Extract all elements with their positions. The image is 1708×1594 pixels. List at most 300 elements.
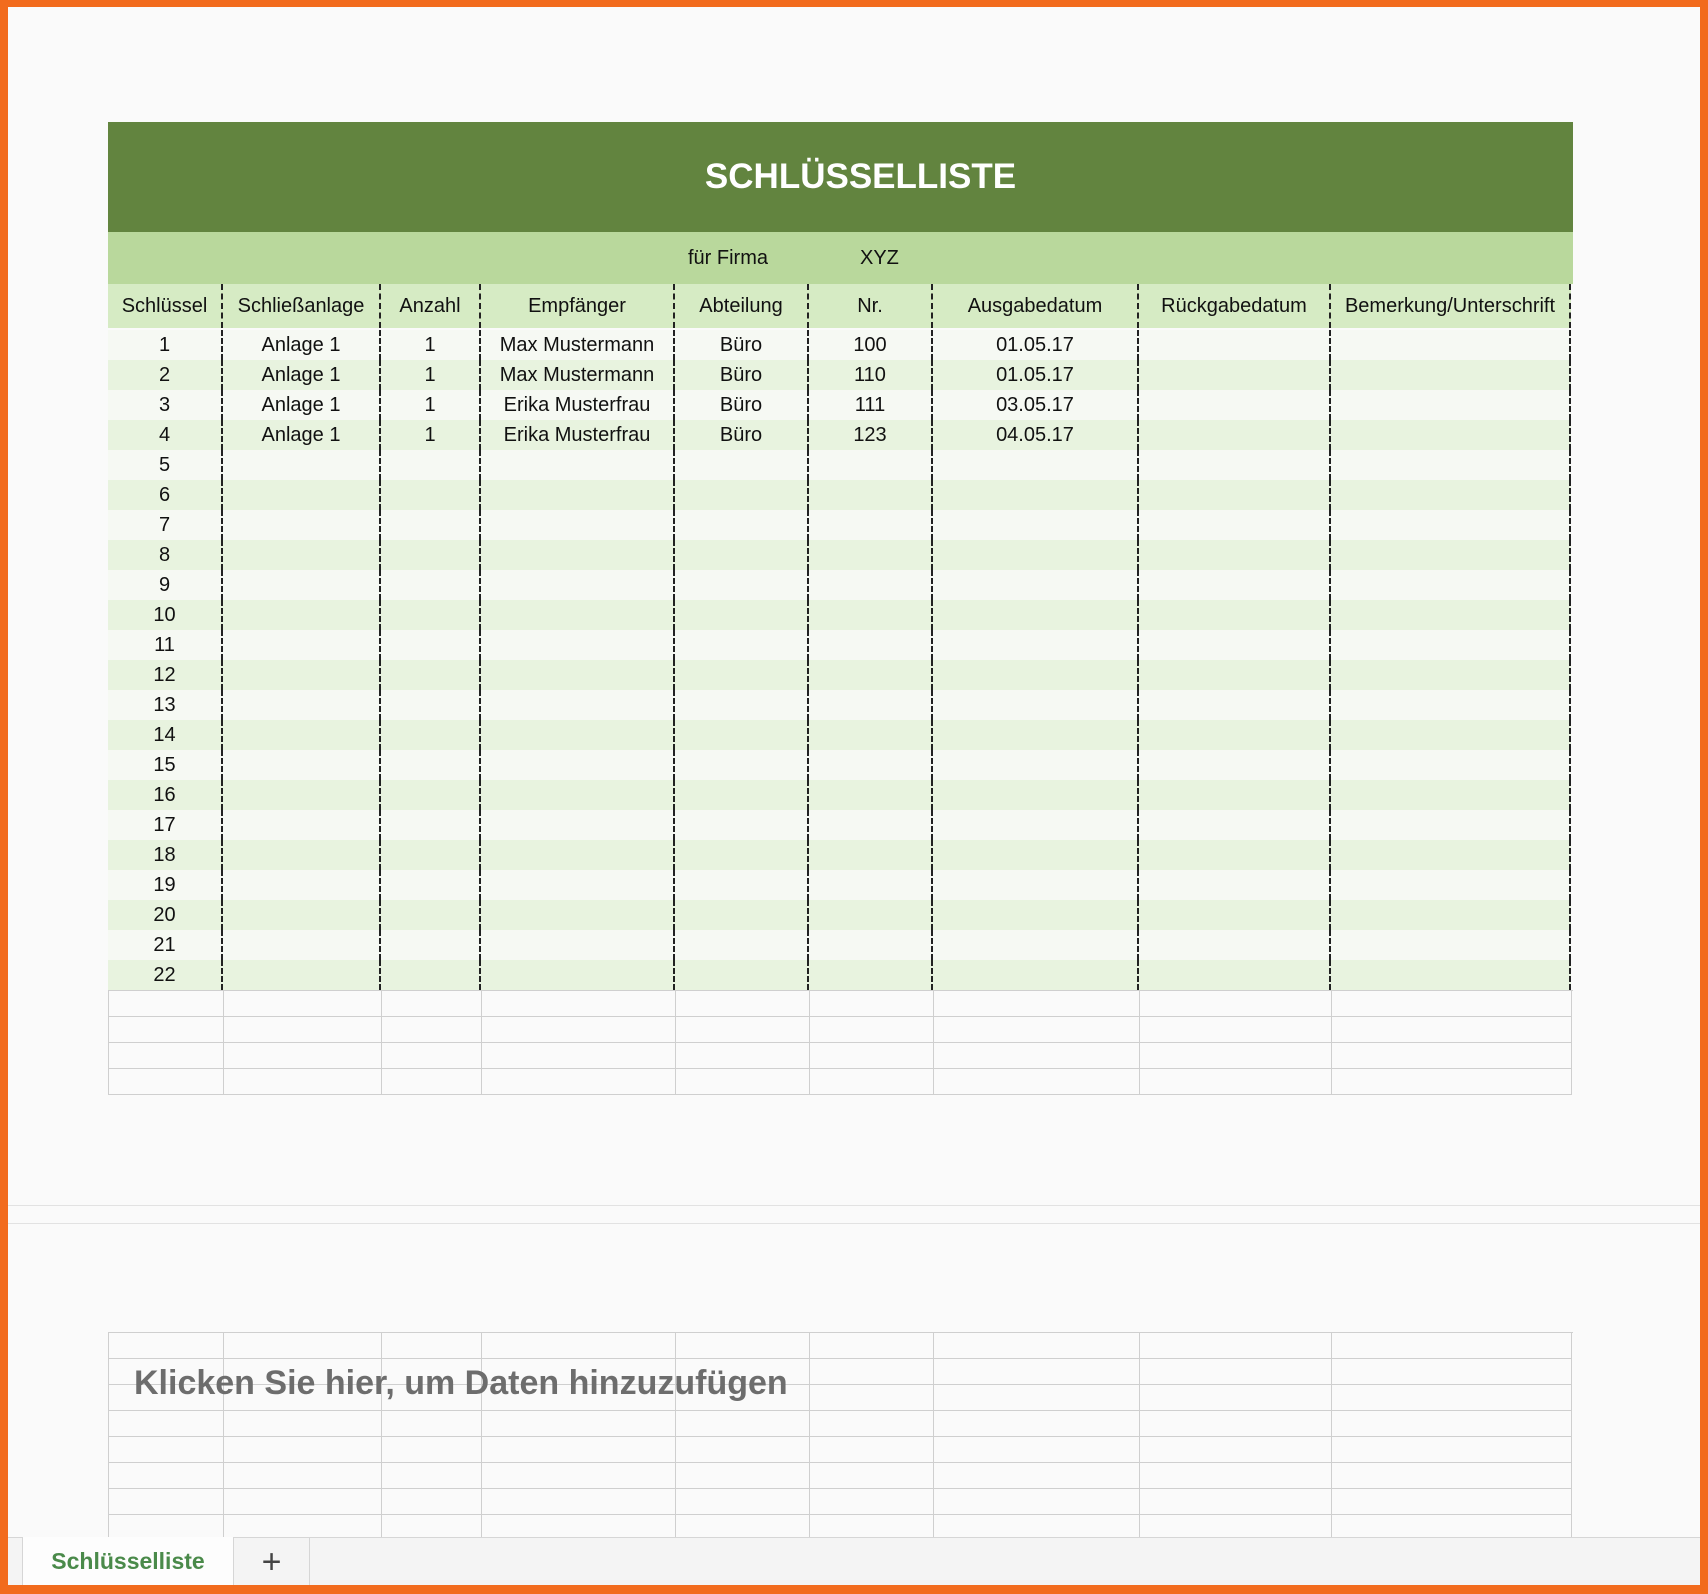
table-cell[interactable]: [481, 630, 675, 660]
table-cell[interactable]: [1331, 900, 1571, 930]
table-cell[interactable]: [1331, 600, 1571, 630]
table-cell[interactable]: [809, 600, 933, 630]
table-cell[interactable]: [675, 930, 809, 960]
table-cell[interactable]: [809, 630, 933, 660]
placeholder-cell[interactable]: [224, 1489, 382, 1515]
table-cell[interactable]: [1139, 630, 1331, 660]
empty-cell[interactable]: [482, 991, 676, 1017]
table-cell[interactable]: [481, 810, 675, 840]
table-title[interactable]: SCHLÜSSELLISTE: [108, 122, 1573, 232]
table-cell[interactable]: [1139, 930, 1331, 960]
table-cell[interactable]: 123: [809, 420, 933, 450]
table-cell[interactable]: [223, 480, 381, 510]
placeholder-cell[interactable]: [676, 1463, 810, 1489]
empty-cell[interactable]: [1140, 1043, 1332, 1069]
table-cell[interactable]: [481, 780, 675, 810]
column-header[interactable]: Nr.: [809, 284, 933, 328]
table-cell[interactable]: 1: [381, 390, 481, 420]
table-cell[interactable]: [933, 960, 1139, 990]
table-cell[interactable]: [933, 900, 1139, 930]
empty-cell[interactable]: [224, 1017, 382, 1043]
table-cell[interactable]: [675, 450, 809, 480]
table-cell[interactable]: [1139, 750, 1331, 780]
table-cell[interactable]: [675, 720, 809, 750]
table-cell[interactable]: Max Mustermann: [481, 360, 675, 390]
table-cell[interactable]: [1139, 900, 1331, 930]
empty-cell[interactable]: [934, 1043, 1140, 1069]
placeholder-cell[interactable]: [1332, 1385, 1572, 1411]
placeholder-cell[interactable]: [224, 1333, 382, 1359]
table-cell[interactable]: [809, 810, 933, 840]
empty-cell[interactable]: [109, 1017, 224, 1043]
table-cell[interactable]: [481, 600, 675, 630]
table-cell[interactable]: [675, 840, 809, 870]
placeholder-cell[interactable]: [382, 1489, 482, 1515]
table-cell[interactable]: [1139, 360, 1331, 390]
table-cell[interactable]: [675, 570, 809, 600]
empty-cell[interactable]: [382, 1017, 482, 1043]
placeholder-cell[interactable]: [934, 1463, 1140, 1489]
table-cell[interactable]: [1331, 720, 1571, 750]
table-cell[interactable]: [675, 900, 809, 930]
table-cell[interactable]: [1331, 330, 1571, 360]
table-cell[interactable]: [381, 660, 481, 690]
table-cell[interactable]: [481, 840, 675, 870]
table-cell[interactable]: Büro: [675, 390, 809, 420]
table-cell[interactable]: 6: [108, 480, 223, 510]
table-cell[interactable]: [223, 690, 381, 720]
placeholder-cell[interactable]: [482, 1489, 676, 1515]
placeholder-cell[interactable]: [934, 1333, 1140, 1359]
table-cell[interactable]: 04.05.17: [933, 420, 1139, 450]
table-cell[interactable]: [1331, 870, 1571, 900]
empty-cell[interactable]: [382, 1069, 482, 1095]
table-cell[interactable]: [1139, 450, 1331, 480]
placeholder-cell[interactable]: [109, 1411, 224, 1437]
table-cell[interactable]: [675, 600, 809, 630]
table-cell[interactable]: [481, 540, 675, 570]
table-cell[interactable]: [1139, 510, 1331, 540]
table-cell[interactable]: [223, 900, 381, 930]
placeholder-cell[interactable]: [1140, 1333, 1332, 1359]
table-cell[interactable]: [481, 480, 675, 510]
table-cell[interactable]: [809, 780, 933, 810]
table-cell[interactable]: [481, 450, 675, 480]
placeholder-cell[interactable]: [810, 1385, 934, 1411]
table-cell[interactable]: [675, 630, 809, 660]
table-cell[interactable]: [1331, 690, 1571, 720]
table-cell[interactable]: 1: [381, 420, 481, 450]
table-cell[interactable]: [675, 750, 809, 780]
table-cell[interactable]: [223, 660, 381, 690]
table-cell[interactable]: [381, 750, 481, 780]
empty-cell[interactable]: [1332, 1017, 1572, 1043]
empty-cell[interactable]: [934, 1069, 1140, 1095]
placeholder-cell[interactable]: [676, 1333, 810, 1359]
column-header[interactable]: Bemerkung/Unterschrift: [1331, 284, 1571, 328]
empty-cell[interactable]: [810, 1069, 934, 1095]
table-cell[interactable]: [381, 900, 481, 930]
table-cell[interactable]: [933, 690, 1139, 720]
table-cell[interactable]: [1331, 750, 1571, 780]
table-cell[interactable]: [933, 870, 1139, 900]
table-cell[interactable]: [381, 810, 481, 840]
placeholder-cell[interactable]: [676, 1489, 810, 1515]
placeholder-cell[interactable]: [482, 1463, 676, 1489]
table-cell[interactable]: [381, 870, 481, 900]
table-cell[interactable]: [381, 840, 481, 870]
table-cell[interactable]: [1331, 390, 1571, 420]
empty-cell[interactable]: [934, 1017, 1140, 1043]
table-cell[interactable]: [223, 600, 381, 630]
placeholder-cell[interactable]: [382, 1411, 482, 1437]
table-cell[interactable]: 1: [108, 330, 223, 360]
placeholder-cell[interactable]: [1332, 1333, 1572, 1359]
table-cell[interactable]: [809, 480, 933, 510]
table-cell[interactable]: [933, 540, 1139, 570]
empty-cell[interactable]: [382, 1043, 482, 1069]
placeholder-cell[interactable]: [1332, 1437, 1572, 1463]
placeholder-cell[interactable]: [1332, 1411, 1572, 1437]
empty-cell[interactable]: [224, 1069, 382, 1095]
empty-cell[interactable]: [1140, 1017, 1332, 1043]
table-cell[interactable]: [809, 930, 933, 960]
table-cell[interactable]: [1139, 810, 1331, 840]
table-cell[interactable]: [1139, 840, 1331, 870]
table-cell[interactable]: [933, 720, 1139, 750]
table-cell[interactable]: Anlage 1: [223, 420, 381, 450]
table-cell[interactable]: [381, 540, 481, 570]
table-cell[interactable]: [809, 840, 933, 870]
table-cell[interactable]: [1139, 780, 1331, 810]
table-cell[interactable]: 5: [108, 450, 223, 480]
table-cell[interactable]: 7: [108, 510, 223, 540]
table-cell[interactable]: [481, 750, 675, 780]
table-cell[interactable]: [223, 630, 381, 660]
table-cell[interactable]: Anlage 1: [223, 330, 381, 360]
table-cell[interactable]: [809, 750, 933, 780]
table-cell[interactable]: [223, 840, 381, 870]
table-cell[interactable]: [933, 750, 1139, 780]
column-header[interactable]: Empfänger: [481, 284, 675, 328]
table-cell[interactable]: [1331, 540, 1571, 570]
table-cell[interactable]: [1331, 510, 1571, 540]
placeholder-cell[interactable]: [810, 1437, 934, 1463]
placeholder-cell[interactable]: [482, 1333, 676, 1359]
column-header[interactable]: Abteilung: [675, 284, 809, 328]
column-header[interactable]: Rückgabedatum: [1139, 284, 1331, 328]
table-cell[interactable]: [1331, 780, 1571, 810]
table-cell[interactable]: [223, 540, 381, 570]
table-cell[interactable]: [1139, 660, 1331, 690]
table-cell[interactable]: [381, 450, 481, 480]
empty-cell[interactable]: [482, 1069, 676, 1095]
table-cell[interactable]: [223, 750, 381, 780]
empty-cell[interactable]: [810, 991, 934, 1017]
empty-cell[interactable]: [382, 991, 482, 1017]
placeholder-cell[interactable]: [224, 1463, 382, 1489]
empty-cell[interactable]: [1332, 1069, 1572, 1095]
table-cell[interactable]: [481, 930, 675, 960]
table-cell[interactable]: [933, 630, 1139, 660]
placeholder-cell[interactable]: [109, 1333, 224, 1359]
table-cell[interactable]: 11: [108, 630, 223, 660]
placeholder-cell[interactable]: [1140, 1359, 1332, 1385]
placeholder-cell[interactable]: [1332, 1463, 1572, 1489]
table-cell[interactable]: 22: [108, 960, 223, 990]
table-cell[interactable]: Max Mustermann: [481, 330, 675, 360]
table-cell[interactable]: [675, 810, 809, 840]
table-cell[interactable]: [1139, 870, 1331, 900]
empty-cell[interactable]: [109, 991, 224, 1017]
table-cell[interactable]: [675, 780, 809, 810]
table-cell[interactable]: 10: [108, 600, 223, 630]
table-cell[interactable]: [381, 720, 481, 750]
table-cell[interactable]: 100: [809, 330, 933, 360]
table-cell[interactable]: Erika Musterfrau: [481, 390, 675, 420]
placeholder-cell[interactable]: [934, 1385, 1140, 1411]
table-cell[interactable]: [223, 810, 381, 840]
table-cell[interactable]: [675, 510, 809, 540]
empty-cell[interactable]: [810, 1043, 934, 1069]
table-cell[interactable]: [933, 480, 1139, 510]
table-cell[interactable]: [481, 570, 675, 600]
placeholder-cell[interactable]: [482, 1437, 676, 1463]
table-cell[interactable]: [675, 960, 809, 990]
empty-cell[interactable]: [934, 991, 1140, 1017]
table-cell[interactable]: Erika Musterfrau: [481, 420, 675, 450]
table-cell[interactable]: [809, 960, 933, 990]
table-cell[interactable]: [381, 570, 481, 600]
table-cell[interactable]: [223, 450, 381, 480]
placeholder-cell[interactable]: [934, 1437, 1140, 1463]
table-cell[interactable]: 16: [108, 780, 223, 810]
placeholder-cell[interactable]: [934, 1359, 1140, 1385]
table-cell[interactable]: [481, 960, 675, 990]
table-cell[interactable]: [809, 660, 933, 690]
table-cell[interactable]: [223, 570, 381, 600]
table-cell[interactable]: [481, 660, 675, 690]
table-cell[interactable]: 14: [108, 720, 223, 750]
company-value[interactable]: XYZ: [860, 247, 899, 269]
placeholder-cell[interactable]: [1140, 1437, 1332, 1463]
table-cell[interactable]: [933, 660, 1139, 690]
sheet-tab-schluesselliste[interactable]: Schlüsselliste: [22, 1537, 234, 1585]
table-cell[interactable]: [933, 570, 1139, 600]
placeholder-cell[interactable]: [810, 1463, 934, 1489]
placeholder-cell[interactable]: [1332, 1489, 1572, 1515]
table-cell[interactable]: [1139, 420, 1331, 450]
table-cell[interactable]: [481, 900, 675, 930]
table-cell[interactable]: [1139, 330, 1331, 360]
placeholder-cell[interactable]: [1140, 1489, 1332, 1515]
table-cell[interactable]: 03.05.17: [933, 390, 1139, 420]
table-cell[interactable]: 13: [108, 690, 223, 720]
placeholder-cell[interactable]: [382, 1463, 482, 1489]
table-cell[interactable]: 8: [108, 540, 223, 570]
table-cell[interactable]: 111: [809, 390, 933, 420]
table-cell[interactable]: 12: [108, 660, 223, 690]
table-cell[interactable]: [809, 870, 933, 900]
table-cell[interactable]: [1331, 930, 1571, 960]
table-cell[interactable]: Büro: [675, 360, 809, 390]
table-cell[interactable]: [381, 960, 481, 990]
empty-cell[interactable]: [224, 991, 382, 1017]
table-cell[interactable]: [809, 690, 933, 720]
placeholder-cell[interactable]: [109, 1463, 224, 1489]
table-cell[interactable]: [933, 930, 1139, 960]
table-cell[interactable]: Anlage 1: [223, 390, 381, 420]
empty-cell[interactable]: [482, 1017, 676, 1043]
table-cell[interactable]: [933, 510, 1139, 540]
table-cell[interactable]: [1331, 810, 1571, 840]
placeholder-cell[interactable]: [382, 1437, 482, 1463]
placeholder-cell[interactable]: [934, 1489, 1140, 1515]
table-cell[interactable]: 20: [108, 900, 223, 930]
table-cell[interactable]: 19: [108, 870, 223, 900]
table-cell[interactable]: Büro: [675, 330, 809, 360]
table-cell[interactable]: [481, 720, 675, 750]
table-cell[interactable]: 110: [809, 360, 933, 390]
table-cell[interactable]: 2: [108, 360, 223, 390]
table-cell[interactable]: [809, 510, 933, 540]
table-cell[interactable]: [1139, 720, 1331, 750]
placeholder-cell[interactable]: [1140, 1385, 1332, 1411]
table-cell[interactable]: [1139, 480, 1331, 510]
table-cell[interactable]: 3: [108, 390, 223, 420]
table-cell[interactable]: 1: [381, 330, 481, 360]
table-cell[interactable]: [1331, 840, 1571, 870]
table-cell[interactable]: [1331, 480, 1571, 510]
table-cell[interactable]: 4: [108, 420, 223, 450]
table-cell[interactable]: 9: [108, 570, 223, 600]
table-cell[interactable]: [809, 570, 933, 600]
table-cell[interactable]: [381, 600, 481, 630]
table-cell[interactable]: [223, 720, 381, 750]
table-cell[interactable]: [481, 690, 675, 720]
table-cell[interactable]: [933, 450, 1139, 480]
placeholder-cell[interactable]: [676, 1437, 810, 1463]
table-cell[interactable]: [809, 540, 933, 570]
empty-cell[interactable]: [1140, 991, 1332, 1017]
empty-cell[interactable]: [1140, 1069, 1332, 1095]
company-label[interactable]: für Firma: [688, 247, 768, 269]
placeholder-cell[interactable]: [1140, 1463, 1332, 1489]
table-cell[interactable]: [1139, 570, 1331, 600]
table-cell[interactable]: [481, 870, 675, 900]
placeholder-cell[interactable]: [1140, 1411, 1332, 1437]
empty-cell[interactable]: [482, 1043, 676, 1069]
column-header[interactable]: Ausgabedatum: [933, 284, 1139, 328]
placeholder-cell[interactable]: [1332, 1359, 1572, 1385]
table-cell[interactable]: 21: [108, 930, 223, 960]
table-cell[interactable]: [1331, 420, 1571, 450]
table-cell[interactable]: [1139, 960, 1331, 990]
table-cell[interactable]: [381, 780, 481, 810]
table-cell[interactable]: [675, 870, 809, 900]
empty-cell[interactable]: [1332, 1043, 1572, 1069]
table-cell[interactable]: [1331, 630, 1571, 660]
table-cell[interactable]: [933, 780, 1139, 810]
empty-cell[interactable]: [676, 991, 810, 1017]
table-cell[interactable]: [481, 510, 675, 540]
table-cell[interactable]: [223, 960, 381, 990]
table-cell[interactable]: [933, 600, 1139, 630]
table-cell[interactable]: [381, 630, 481, 660]
empty-cell[interactable]: [109, 1069, 224, 1095]
placeholder-cell[interactable]: [224, 1411, 382, 1437]
placeholder-cell[interactable]: [109, 1489, 224, 1515]
table-cell[interactable]: [1331, 570, 1571, 600]
table-cell[interactable]: Anlage 1: [223, 360, 381, 390]
table-cell[interactable]: [381, 930, 481, 960]
placeholder-cell[interactable]: [109, 1437, 224, 1463]
table-cell[interactable]: [381, 690, 481, 720]
table-cell[interactable]: [809, 720, 933, 750]
placeholder-cell[interactable]: [676, 1411, 810, 1437]
table-cell[interactable]: [381, 480, 481, 510]
table-cell[interactable]: [223, 510, 381, 540]
placeholder-cell[interactable]: [934, 1411, 1140, 1437]
empty-cell[interactable]: [1332, 991, 1572, 1017]
table-cell[interactable]: [933, 810, 1139, 840]
table-cell[interactable]: [675, 660, 809, 690]
table-cell[interactable]: [1331, 960, 1571, 990]
add-sheet-icon[interactable]: +: [234, 1538, 310, 1585]
empty-cell[interactable]: [224, 1043, 382, 1069]
table-cell[interactable]: [1331, 450, 1571, 480]
column-header[interactable]: Schlüssel: [108, 284, 223, 328]
table-cell[interactable]: [675, 480, 809, 510]
table-cell[interactable]: 01.05.17: [933, 360, 1139, 390]
empty-cell[interactable]: [810, 1017, 934, 1043]
table-cell[interactable]: [809, 450, 933, 480]
column-header[interactable]: Anzahl: [381, 284, 481, 328]
placeholder-cell[interactable]: [810, 1359, 934, 1385]
table-cell[interactable]: 17: [108, 810, 223, 840]
table-cell[interactable]: [675, 690, 809, 720]
table-cell[interactable]: 18: [108, 840, 223, 870]
table-cell[interactable]: [1331, 660, 1571, 690]
table-cell[interactable]: [223, 870, 381, 900]
empty-cell[interactable]: [676, 1017, 810, 1043]
placeholder-cell[interactable]: [810, 1489, 934, 1515]
table-cell[interactable]: [675, 540, 809, 570]
empty-cell[interactable]: [676, 1069, 810, 1095]
table-cell[interactable]: [1139, 600, 1331, 630]
empty-cell[interactable]: [109, 1043, 224, 1069]
table-cell[interactable]: [1139, 540, 1331, 570]
add-data-prompt[interactable]: Klicken Sie hier, um Daten hinzuzufügen: [134, 1364, 788, 1402]
table-cell[interactable]: 15: [108, 750, 223, 780]
placeholder-cell[interactable]: [224, 1437, 382, 1463]
table-cell[interactable]: 1: [381, 360, 481, 390]
table-cell[interactable]: 01.05.17: [933, 330, 1139, 360]
table-cell[interactable]: [1139, 390, 1331, 420]
table-cell[interactable]: [933, 840, 1139, 870]
placeholder-cell[interactable]: [382, 1333, 482, 1359]
empty-cell[interactable]: [676, 1043, 810, 1069]
table-cell[interactable]: [1139, 690, 1331, 720]
table-cell[interactable]: [381, 510, 481, 540]
table-cell[interactable]: [223, 780, 381, 810]
column-header[interactable]: Schließanlage: [223, 284, 381, 328]
placeholder-cell[interactable]: [482, 1411, 676, 1437]
placeholder-cell[interactable]: [810, 1333, 934, 1359]
table-cell[interactable]: [1331, 360, 1571, 390]
placeholder-cell[interactable]: [810, 1411, 934, 1437]
table-cell[interactable]: Büro: [675, 420, 809, 450]
